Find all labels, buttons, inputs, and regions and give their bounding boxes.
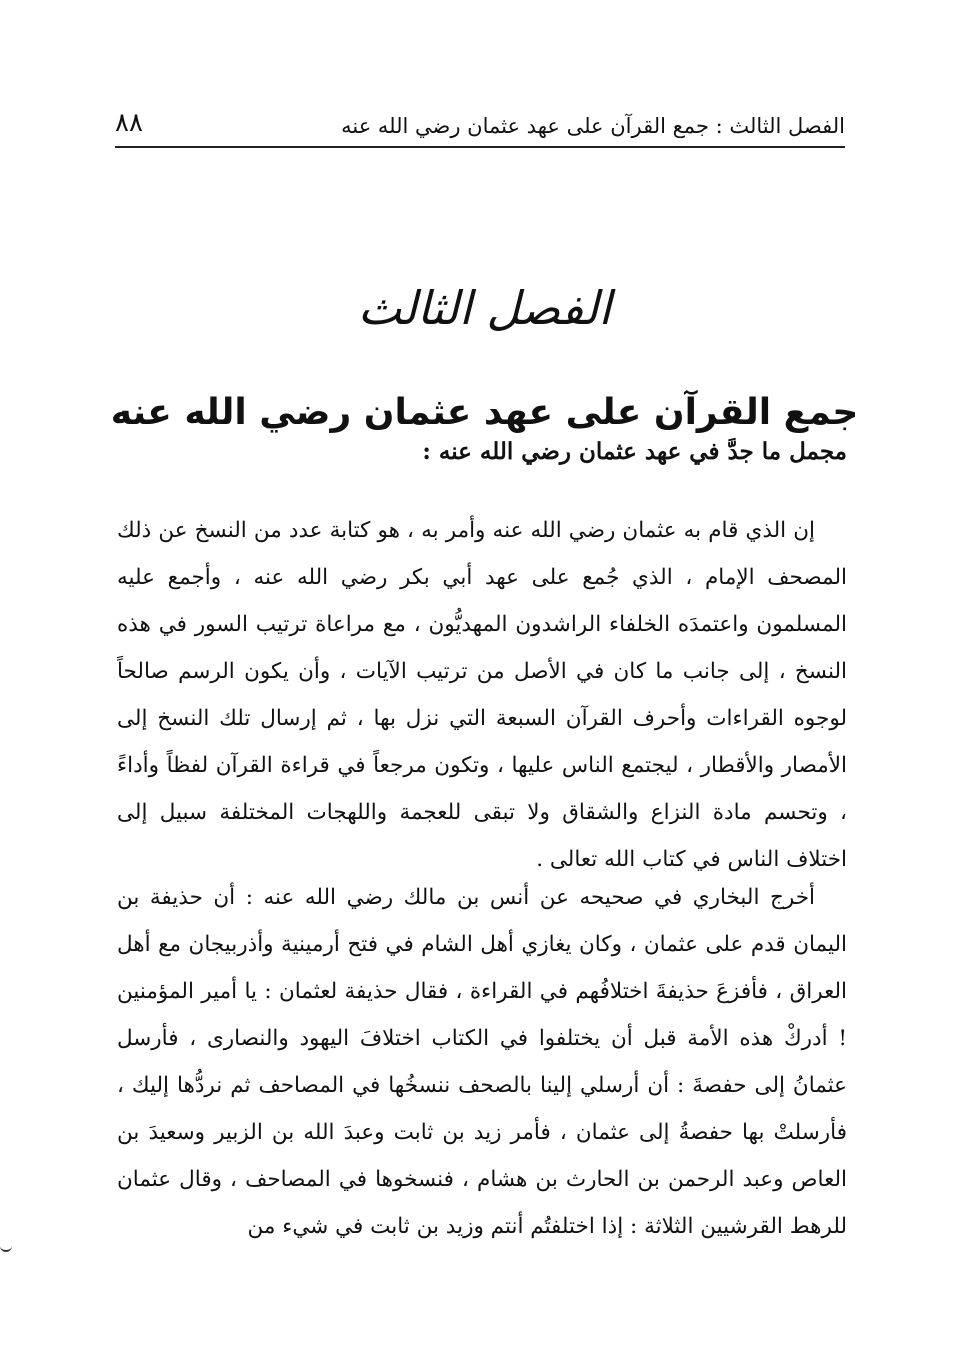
body-paragraph: إن الذي قام به عثمان رضي الله عنه وأمر به ، هو كتابة عدد من النسخ عن ذلك المصحف الإمام ، الذي جُمع على عهد أبي بكر رضي الله عنه ، وأجمع عليه المسلمون واعتمدَه الخلفاء الراشدون المهديُّون ، مع مراعاة ترتيب السور في هذه النسخ ، إلى جانب ما كان في الأصل من ترتيب الآيات ، وأن يكون الرسم صالحاً لوجوه القراءات وأحرف القرآن السبعة التي نزل بها ، ثم إرسال تلك النسخ إلى الأمصار والأقطار ، ليجتمع الناس عليها ، وتكون مرجعاً في قراءة القرآن لفظاً وأداءً ، وتحسم مادة النزاع والشقاق ولا تبقى للعجمة واللهجات المختلفة سبيل إلى اختلاف الناس في كتاب الله تعالى . xyxy=(117,517,847,872)
chapter-title: الفصل الثالث xyxy=(357,280,612,335)
running-header xyxy=(115,108,845,148)
body-paragraph: أخرج البخاري في صحيحه عن أنس بن مالك رضي الله عنه : أن حذيفة بن اليمان قدم على عثمان ، وكان يغازي أهل الشام في فتح أرمينية وأذربيجان مع أهل العراق ، فأفزعَ حذيفةَ اختلافُهم في القراءة ، فقال حذيفة لعثمان : يا أمير المؤمنين ! أدركْ هذه الأمة قبل أن يختلفوا في الكتاب اختلافَ اليهود والنصارى ، فأرسل عثمانُ إلى حفصةَ : أن أرسلي إلينا بالصحف ننسخُها في المصاحف ثم نردُّها إليك ، فأرسلتْ بها حفصةُ إلى عثمان ، فأمر زيد بن ثابت وعبدَ الله بن الزبير وسعيدَ بن العاص وعبد الرحمن بن الحارث بن هشام ، فنسخوها في المصاحف ، وقال عثمان للرهط القرشيين الثلاثة : إذا اختلفتُم أنتم وزيد بن ثابت في شيء من xyxy=(117,884,847,1239)
scan-artifact xyxy=(0,1246,12,1252)
page-number: ٨٨ xyxy=(115,108,143,138)
running-title: الفصل الثالث : جمع القرآن على عهد عثمان رضي الله عنه xyxy=(341,114,845,138)
chapter-subtitle: جمع القرآن على عهد عثمان رضي الله عنه xyxy=(110,391,859,433)
section-heading: مجمل ما جدَّ في عهد عثمان رضي الله عنه : xyxy=(422,438,847,465)
